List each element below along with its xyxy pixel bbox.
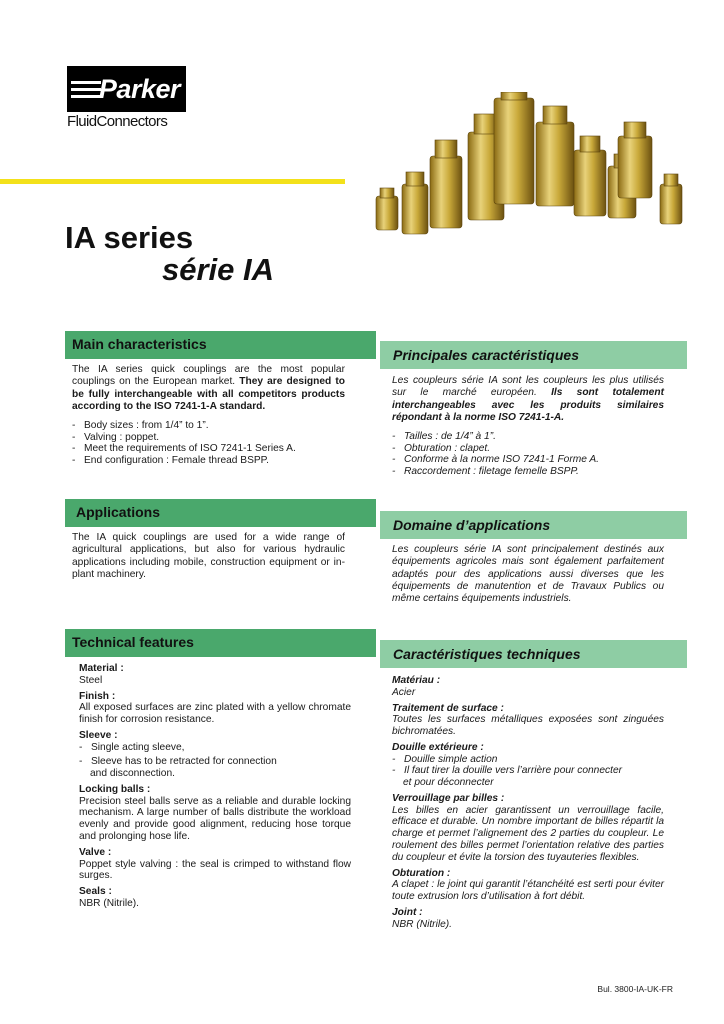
bulletin-reference: Bul. 3800-IA-UK-FR [597,984,673,994]
applications-text-en: The IA quick couplings are used for a wide range of agricultural applications, but also for various hydraulic applications including mobile, construction equipment or in-plant machinery. [72,532,345,580]
sleeve-label-en: Sleeve : [79,729,118,741]
logo-wordmark: Parker [98,74,180,104]
product-photo [368,92,698,240]
valve-value-en: Poppet style valving : the seal is crimped to withstand flow surges. [79,858,351,882]
title-english: IA series [65,220,194,255]
sleeve-label-fr: Douille extérieure : [392,741,484,753]
seals-value-en: NBR (Nitrile). [79,897,139,909]
accent-bar [0,179,345,184]
finish-value-en: All exposed surfaces are zinc plated with a yellow chromate finish for corrosion resistance. [79,702,351,726]
material-value-fr: Acier [392,686,416,698]
heading-principales-caracteristiques: Principales caractéristiques [380,341,687,369]
sleeve-cont-fr: et pour déconnecter [403,776,494,788]
main-intro-bold-fr: Ils sont totalement interchangeables avec les produits similaires répondant à la norme ISO 7241-1-A. [392,387,664,423]
valve-label-en: Valve : [79,846,112,858]
main-intro-en [72,364,345,413]
locking-label-en: Locking balls : [79,783,151,795]
finish-label-en: Finish : [79,690,116,702]
material-label-fr: Matériau : [392,675,441,686]
valve-label-fr: Obturation : [392,867,451,879]
list-item: - Meet the requirements of ISO 7241-1 Series A. [72,443,345,455]
technical-features-en [79,659,351,910]
finish-value-fr: Toutes les surfaces métalliques exposées sont zinguées bichromatées. [392,714,664,738]
parker-logo [67,66,186,112]
technical-features-fr [392,671,664,931]
main-characteristics-en [72,364,345,467]
valve-value-fr: A clapet : le joint qui garantit l’étanchéité est serti pour éviter toute extrusion lors d’utilisation à fort débit. [392,879,664,903]
seals-label-fr: Joint : [392,906,423,918]
heading-technical-features: Technical features [65,629,376,657]
material-value-en: Steel [79,674,103,686]
list-item: - Obturation : clapet. [392,443,664,455]
material-label-en: Material : [79,663,124,674]
sleeve-cont-en: and disconnection. [90,767,175,779]
list-item: - Douille simple action [392,754,664,766]
locking-label-fr: Verrouillage par billes : [392,792,505,804]
main-intro-bold-en: They are designed to be fully interchangeable with all competitors products according to the ISO 7241-1-A standard. [72,376,345,412]
list-item: - Tailles : de 1/4” à 1”. [392,431,664,443]
applications-text-fr: Les coupleurs série IA sont principalement destinés aux équipements agricoles mais sont également parfaitement adaptés pour des applications aussi diverses que les équipements de manutention et de Travaux Publics ou même certains équipements industriels. [392,544,664,605]
list-item: - Valving : poppet. [72,432,345,444]
locking-value-en: Precision steel balls serve as a reliable and durable locking mechanism. A large number of balls distribute the workload evenly and provide good alignment, reducing hose torque and prolonging hose life. [79,795,351,842]
main-bullets-en [72,420,345,466]
list-item: - Raccordement : filetage femelle BSPP. [392,466,664,478]
heading-domaine-applications: Domaine d’applications [380,511,687,539]
main-bullets-fr [392,431,664,477]
main-intro-fr [392,375,664,424]
list-item: - Conforme à la norme ISO 7241-1 Forme A. [392,454,664,466]
main-intro-plain-fr: Les coupleurs série IA sont les coupleurs les plus utilisés sur le marché européen. [392,375,664,399]
list-item: - Sleeve has to be retracted for connection [79,756,351,768]
finish-label-fr: Traitement de surface : [392,702,504,714]
list-item: - Il faut tirer la douille vers l’arrière pour connecter [392,765,664,777]
sleeve-list-fr [392,754,664,777]
locking-value-fr: Les billes en acier garantissent un verrouillage facile, efficace et durable. Un nombre important de billes répartit la charge et permet l’alignement des 2 parties du coupleur. Le roulement des billes permet l’orientation relative des parties du coupleur et évite la torsion des tuyauteries flexibles. [392,804,664,863]
list-item: - Single acting sleeve, [79,742,351,754]
seals-label-en: Seals : [79,886,112,898]
title-french: série IA [162,252,275,287]
heading-applications: Applications [65,499,376,527]
list-item: - End configuration : Female thread BSPP. [72,455,345,467]
main-characteristics-fr [392,375,664,478]
sleeve-list-en [79,742,351,768]
division-name: FluidConnectors [67,113,168,130]
list-item: - Body sizes : from 1/4” to 1”. [72,420,345,432]
heading-caracteristiques-techniques: Caractéristiques techniques [380,640,687,668]
heading-main-characteristics: Main characteristics [65,331,376,359]
main-intro-plain-en: The IA series quick couplings are the most popular couplings on the European market. [72,364,345,388]
seals-value-fr: NBR (Nitrile). [392,918,452,930]
